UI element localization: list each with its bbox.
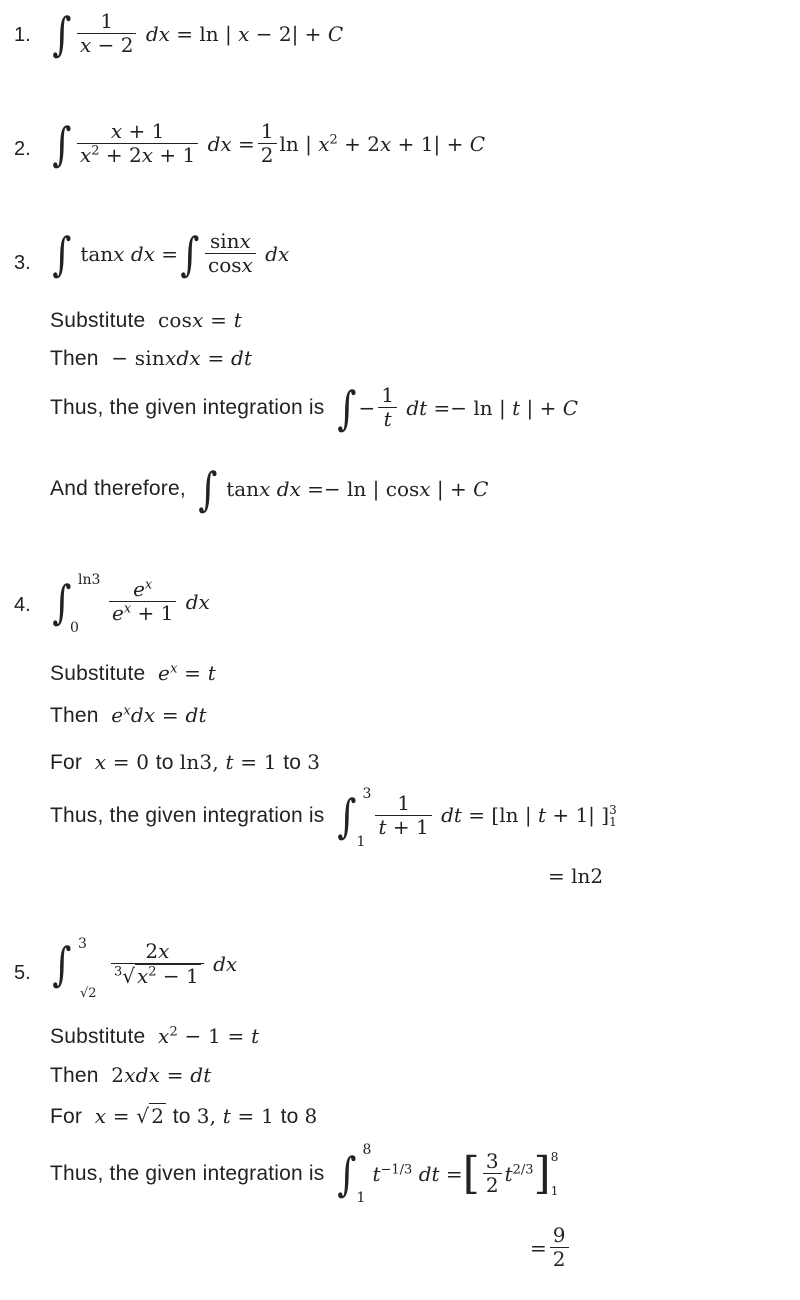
equation: ∫ 3 √2 $\frac{2x}{^3√ x^2 - 1}$ dx [52,936,238,1001]
integral-sign: ∫ [180,226,200,281]
integral-sign: ∫ [336,788,357,843]
step-substitute: Substitute cosx = t [50,308,242,332]
fraction: $\frac{1}{2}$ [258,120,277,167]
problem-number: 2. [14,138,31,160]
integral-sign: ∫ [52,116,72,171]
fraction: $\frac{x + 1}{x^2 + 2x + 1}$ [77,120,198,167]
integral-sign: ∫ [336,1146,357,1201]
problem-number: 5. [14,962,31,984]
fraction: $\frac{\sin x}{\cos x}$ [205,230,256,277]
fraction: $\frac{2x}{^3√ x^2 - 1}$ [111,940,204,988]
problem-number: 4. [14,594,31,616]
equation: ∫ $\frac{x + 1}{x^2 + 2x + 1}$ dx = $\frac{1}{2}$ ln | $x^2 + 2x + 1| + C$ [52,116,486,171]
integral-sign: ∫ [336,380,357,435]
problem-number: 3. [14,252,31,274]
step-substitute: Substitute $x^2 - 1 = t$ [50,1024,260,1048]
step-thus: Thus, the given integration is ∫ 3 1 $\frac{1}{t + 1}$ dt = [ln | t + 1| ] 3 1 [50,786,617,850]
fraction: $\frac{1}{t}$ [378,384,397,431]
step-substitute: Substitute $e^x = t$ [50,661,216,685]
step-thus: Thus, the given integration is ∫ 8 1 $t^{-1/3}$ dt = [ $\frac{3}{2}$ $t^{2/3}$ ] 8 1 [50,1142,559,1206]
equation: ∫ ln3 0 $\frac{e^x}{e^x + 1}$ dx [52,572,210,636]
step-therefore: And therefore, ∫ tanx dx =− ln | cosx | + C [50,462,489,516]
step-for: For x = √ 2 to 3, t = 1 to 8 [50,1104,318,1128]
fraction: $\frac{9}{2}$ [550,1224,569,1271]
equation: ∫ tanx dx = ∫ $\frac{\sin x}{\cos x}$ dx [52,226,290,281]
problem-number: 1. [14,24,31,46]
integral-sign: ∫ [52,574,72,629]
fraction: $\frac{e^x}{e^x + 1}$ [109,578,176,625]
integral-sign: ∫ [198,462,218,516]
fraction: $\frac{1}{t + 1}$ [375,792,431,839]
equation: ∫ $\frac{1}{x - 2}$ dx = ln | x − 2| + C [52,6,344,61]
step-for: For x = 0 to ln3, t = 1 to 3 [50,750,321,774]
step-then: Then − sinxdx = dt [50,346,253,370]
step-result: = ln2 [548,864,604,888]
fraction: $\frac{1}{x - 2}$ [77,10,136,57]
step-then: Then 2xdx = dt [50,1063,212,1087]
integral-sign: ∫ [52,6,72,61]
step-thus: Thus, the given integration is ∫ − $\frac{1}{t}$ dt =− ln | t | + C [50,380,579,435]
step-result: = $\frac{9}{2}$ [530,1224,572,1271]
fraction: $\frac{3}{2}$ [483,1150,502,1197]
integral-sign: ∫ [52,226,72,281]
step-then: Then $e^xdx$ = dt [50,703,207,727]
integral-sign: ∫ [52,937,72,991]
